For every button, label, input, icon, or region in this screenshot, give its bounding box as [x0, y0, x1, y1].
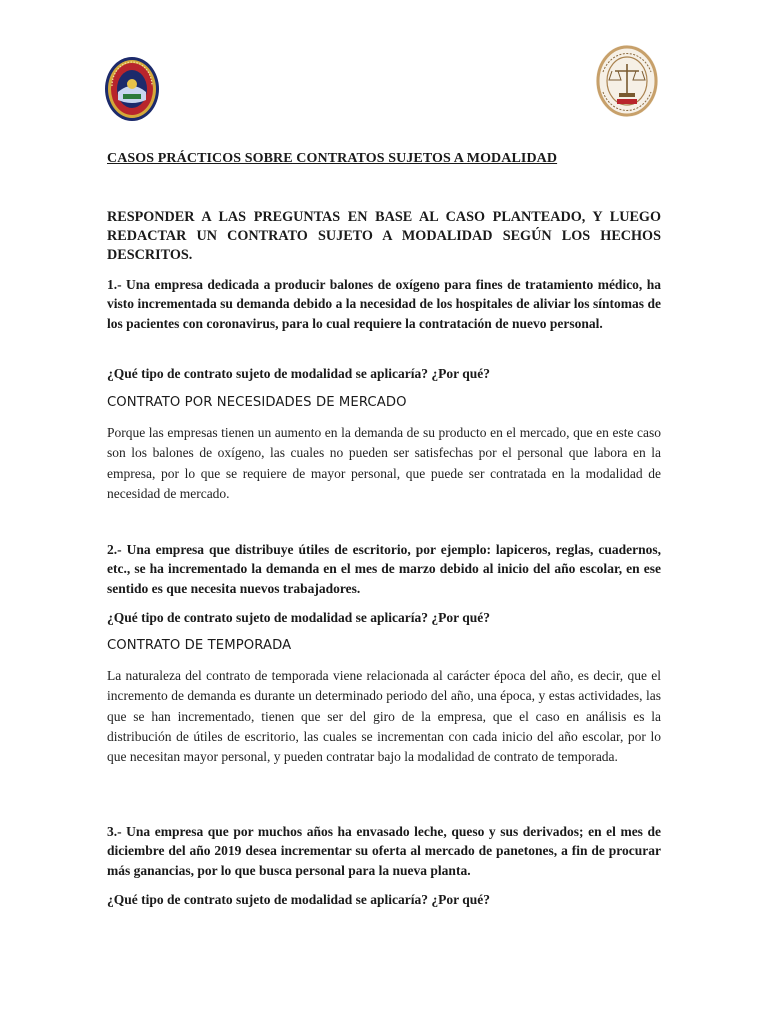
case-1-answer-title-block [107, 394, 661, 412]
case-2-answer-title-block [107, 637, 661, 655]
case-2-question-prompt: ¿Qué tipo de contrato sujeto de modalidad se aplicaría? ¿Por qué? [107, 610, 490, 625]
case-3-text: 3.- Una empresa que por muchos años ha envasado leche, queso y sus derivados; en el mes de diciembre del año 2019 desea incrementar su oferta al mercado de panetones, a fin de procurar más ganancias, por lo que busca personal para la nueva planta. [107, 824, 661, 878]
case-2-answer [107, 666, 661, 767]
law-faculty-seal-logo [595, 44, 659, 118]
case-2-answer-title: CONTRATO DE TEMPORADA [107, 638, 292, 653]
case-2-answer-body: La naturaleza del contrato de temporada viene relacionada al carácter época del año, es decir, que el incremento de demanda es durante un determinado periodo del año, una época, y estas actividades, las que se han incrementado, tienen que ser del giro de la empresa, que el caso en análisis es la distribución de útiles de escritorio, las cuales se incrementan con cada inicio del año escolar, por lo que necesitan mayor personal, y pueden contratar bajo la modalidad de contrato de temporada. [107, 668, 661, 765]
case-3-question-prompt: ¿Qué tipo de contrato sujeto de modalidad se aplicaría? ¿Por qué? [107, 892, 490, 907]
university-seal-logo [104, 56, 160, 122]
case-2-question [107, 608, 661, 627]
case-1-answer-title: CONTRATO POR NECESIDADES DE MERCADO [107, 395, 407, 410]
case-1-question [107, 364, 661, 383]
case-1-question-prompt: ¿Qué tipo de contrato sujeto de modalidad se aplicaría? ¿Por qué? [107, 366, 490, 381]
case-2-text: 2.- Una empresa que distribuye útiles de escritorio, por ejemplo: lapiceros, reglas, cuadernos, etc., se ha incrementado la demanda en el mes de marzo debido al inicio del año escolar, en ese sentido es que necesita nuevos trabajadores. [107, 542, 661, 596]
case-2 [107, 540, 661, 598]
document-title: CASOS PRÁCTICOS SOBRE CONTRATOS SUJETOS A MODALIDAD [107, 151, 558, 166]
case-1-answer-body: Porque las empresas tienen un aumento en la demanda de su producto en el mercado, que en este caso son los balones de oxígeno, las cuales no pueden ser satisfechas por el personal que labora en la empresa, por lo que se requiere de mayor personal, que puede ser contratada en la modalidad de necesidad de mercado. [107, 425, 661, 501]
case-1 [107, 275, 661, 333]
case-3-question [107, 890, 661, 909]
case-3 [107, 822, 661, 880]
instructions: RESPONDER A LAS PREGUNTAS EN BASE AL CASO PLANTEADO, Y LUEGO REDACTAR UN CONTRATO SUJETO A MODALIDAD SEGÚN LOS HECHOS DESCRITOS. [107, 209, 661, 263]
case-1-text: 1.- Una empresa dedicada a producir balones de oxígeno para fines de tratamiento médico, ha visto incrementada su demanda debido a la necesidad de los hospitales de aliviar los síntomas de los pacientes con coronavirus, para lo cual requiere la contratación de nuevo personal. [107, 277, 661, 331]
case-1-answer [107, 423, 661, 504]
